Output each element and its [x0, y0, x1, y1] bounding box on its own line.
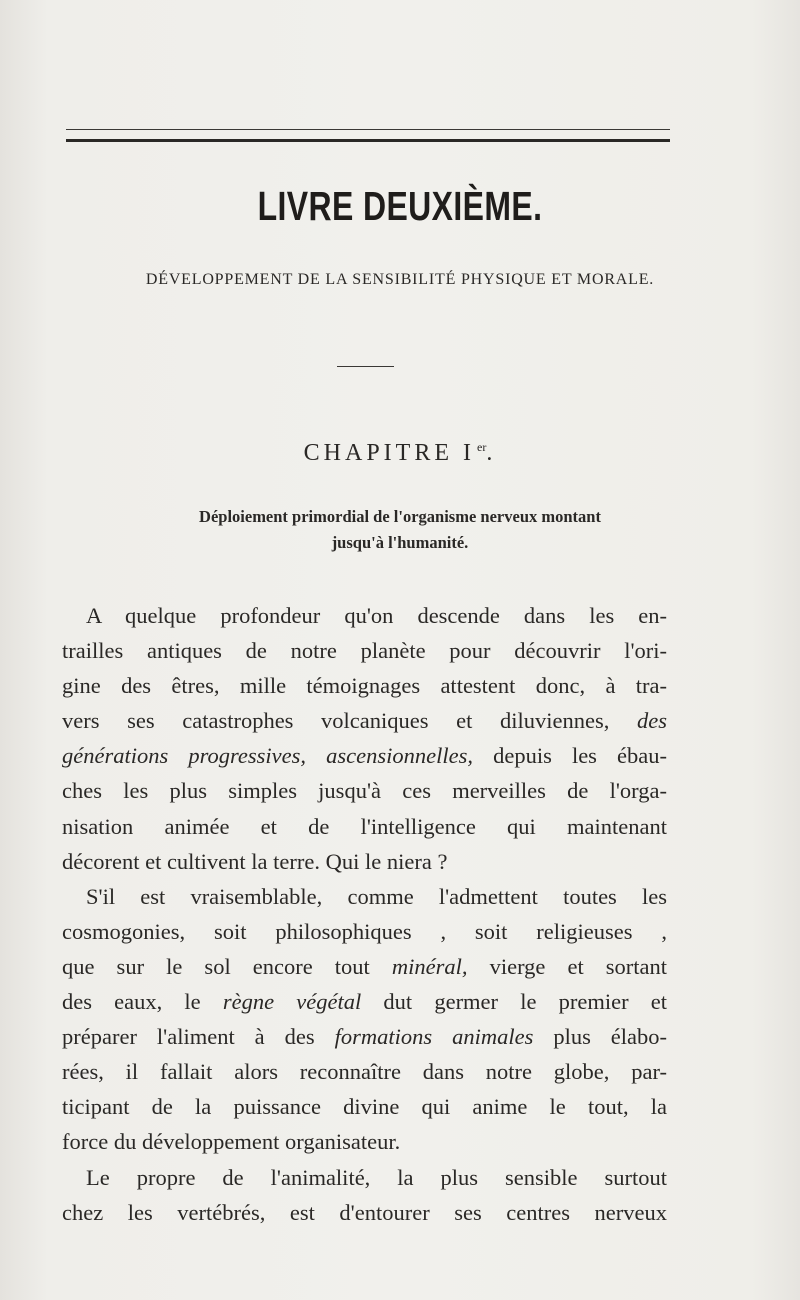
text-run: depuis les ébau- [493, 743, 667, 769]
body-text [62, 598, 667, 1230]
text-line: décorent et cultivent la terre. Qui le niera ? [62, 848, 448, 874]
book-title: LIVRE DEUXIÈME. [257, 183, 543, 229]
text-run: plus élabo- [553, 1024, 668, 1050]
text-line: nisation animée et de l'intelligence qui maintenant [62, 813, 667, 839]
section-divider [337, 366, 394, 367]
text-line: gine des êtres, mille témoignages attestent donc, à tra- [62, 673, 667, 699]
text-line [62, 703, 667, 738]
text-run: vers ses catastrophes volcaniques et diluviennes, [62, 708, 610, 734]
italic-run: des [637, 708, 667, 734]
text-line: chez les vertébrés, est d'entourer ses centres nerveux [62, 1199, 667, 1225]
chapter-ordinal-suffix: er [477, 440, 487, 454]
text-run: préparer l'aliment à des [62, 1024, 315, 1050]
italic-run: règne végétal [222, 989, 362, 1015]
chapter-summary [80, 504, 720, 556]
text-line [62, 1019, 667, 1054]
text-run: vierge et sortant [489, 953, 668, 979]
header-double-rule [66, 129, 670, 142]
text-line [62, 949, 667, 984]
text-line: trailles antiques de notre planète pour découvrir l'ori- [62, 638, 667, 664]
text-run: des eaux, le [62, 989, 201, 1015]
chapter-label: CHAPITRE I [303, 440, 475, 466]
text-line: ches les plus simples jusqu'à ces merveilles de l'orga- [62, 778, 667, 804]
italic-run: générations progressives, ascensionnelles, [62, 743, 473, 769]
text-line [62, 738, 667, 773]
text-line: A quelque profondeur qu'on descende dans les en- [86, 603, 667, 628]
italic-run: formations animales [334, 1024, 534, 1050]
summary-line-1: Déploiement primordial de l'organisme nerveux montant [199, 507, 601, 526]
text-line: ticipant de la puissance divine qui anime le tout, la [62, 1094, 667, 1120]
text-line: cosmogonies, soit philosophiques , soit religieuses , [62, 918, 667, 944]
text-line: S'il est vraisemblable, comme l'admettent toutes les [86, 883, 667, 909]
chapter-heading [0, 440, 800, 467]
text-line: force du développement organisateur. [62, 1129, 401, 1155]
italic-run: minéral, [391, 953, 468, 979]
text-line [62, 984, 667, 1019]
book-subtitle: DÉVELOPPEMENT DE LA SENSIBILITÉ PHYSIQUE ET MORALE. [145, 271, 655, 288]
text-run: dut germer le premier et [383, 989, 667, 1015]
text-line: Le propre de l'animalité, la plus sensible surtout [86, 1164, 667, 1190]
text-line: rées, il fallait alors reconnaître dans notre globe, par- [62, 1059, 667, 1085]
summary-line-2: jusqu'à l'humanité. [331, 533, 469, 552]
text-run: que sur le sol encore tout [62, 953, 370, 979]
chapter-end-period: . [486, 440, 497, 466]
